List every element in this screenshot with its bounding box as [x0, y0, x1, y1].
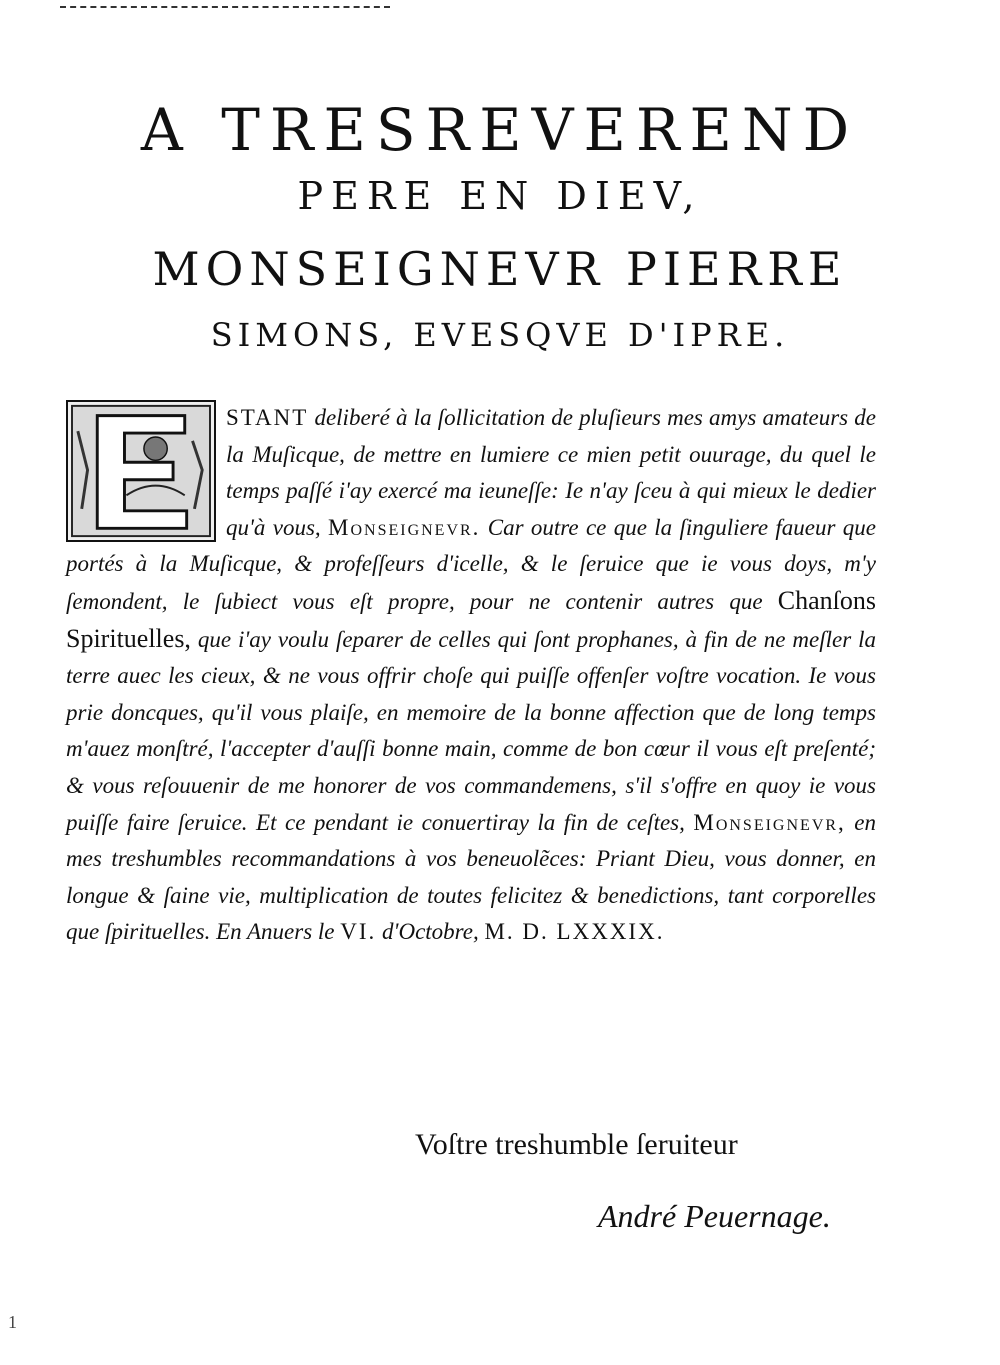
- title-line-4: SIMONS, EVESQVE D'IPRE.: [210, 316, 790, 354]
- top-border-rule: [60, 6, 390, 8]
- signature: André Peuernage.: [598, 1198, 831, 1234]
- chansons-spirituelles: Chanſons Spirituelles,: [66, 585, 876, 653]
- title-line-1: A TRESREVEREND: [140, 96, 860, 164]
- woodcut-initial-illustration: [68, 402, 214, 540]
- opening-small-caps: STANT: [226, 405, 309, 430]
- letter-text-3: que i'ay voulu ſeparer de celles qui ſont prophanes, à fin de ne meſler la terre auec les cieux, & ne vous offrir choſe qui puiſſe offenſer voſtre vocation. Ie vous prie doncques, qu'il vous plaiſe, en memoire de la bonne affection que de long temps m'auez monſtré, l'accepter d'auſſi bonne main, comme de bon cœur il vous eſt preſenté; & vous reſouuenir de me honorer de vos commandemens, s'il s'offre en quoy ie vous puiſſe faire ſeruice. Et ce pendant ie conuertiray la fin de ceſtes,: [66, 626, 876, 835]
- closing-formula: Voſtre treshumble ſeruiteur: [415, 1128, 738, 1161]
- letter-text-5: d'Octobre,: [376, 919, 485, 945]
- dedication-title: [60, 95, 940, 355]
- margin-mark: 1: [8, 1312, 17, 1332]
- letter-text-2: Car outre ce que la ſinguliere faueur que portés à la Muſicque, & profeſſeurs d'icelle, & le ſeruice que ie vous doys, m'y ſemondent, le ſubiect vous eſt propre, pour ne contenir autres que: [66, 514, 876, 614]
- address-monseigneur-1: Monseignevr.: [328, 514, 481, 540]
- date-day: VI.: [340, 919, 377, 945]
- decorated-initial-e: [66, 400, 216, 542]
- address-monseigneur-2: Monseignevr,: [693, 809, 846, 835]
- title-line-2: PERE EN DIEV,: [297, 174, 703, 218]
- date-year: M. D. LXXXIX.: [484, 919, 665, 945]
- dedication-letter: [66, 400, 876, 951]
- letter-text-1: deliberé à la ſollicitation de pluſieurs mes amys amateurs de la Muſicque, de mettre en lumiere ce mien petit ouurage, du quel le temps paſſé i'ay exercé ma ieuneſſe: Ie n'ay ſceu à qui mieux le dedier qu'à vous,: [226, 405, 876, 540]
- letter-text-4: en mes treshumbles recommandations à vos beneuolẽces: Priant Dieu, vous donner, en longue & ſaine vie, multiplication de toutes felicitez & benedictions, tant corporelles que ſpirituelles. En Anuers le: [66, 809, 877, 945]
- title-line-3: MONSEIGNEVR PIERRE: [152, 242, 848, 296]
